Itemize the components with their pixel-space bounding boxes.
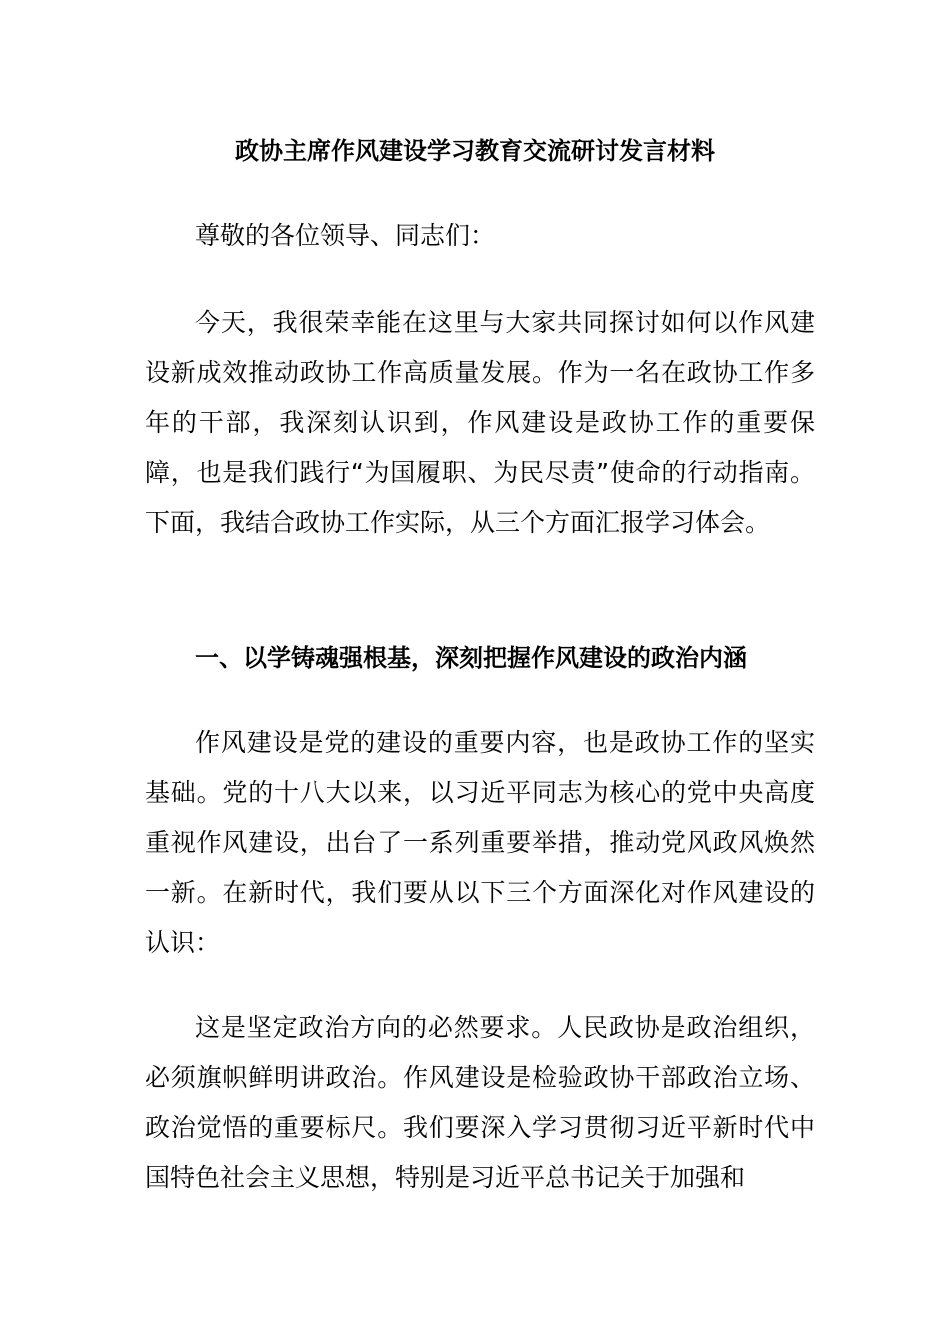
paragraph-intro: 今天，我很荣幸能在这里与大家共同探讨如何以作风建设新成效推动政协工作高质量发展。作为一名在政协工作多年的干部，我深刻认识到，作风建设是政协工作的重要保障，也是我们践行“为国履职、为民尽责”使命的行动指南。下面，我结合政协工作实际，从三个方面汇报学习体会。	[145, 308, 815, 537]
document-title: 政协主席作风建设学习教育交流研讨发言材料	[235, 137, 715, 165]
paragraph-section-body: 作风建设是党的建设的重要内容，也是政协工作的坚实基础。党的十八大以来，以习近平同志为核心的党中央高度重视作风建设，出台了一系列重要举措，推动党风政风焕然一新。在新时代，我们要从以下三个方面深化对作风建设的认识：	[145, 728, 815, 957]
paragraph-political-direction: 这是坚定政治方向的必然要求。人民政协是政治组织，必须旗帜鲜明讲政治。作风建设是检验政协干部政治立场、政治觉悟的重要标尺。我们要深入学习贯彻习近平新时代中国特色社会主义思想，特别是习近平总书记关于加强和	[145, 1013, 815, 1192]
section-heading: 一、以学铸魂强根基，深刻把握作风建设的政治内涵	[195, 644, 747, 672]
salutation: 尊敬的各位领导、同志们：	[195, 221, 496, 250]
